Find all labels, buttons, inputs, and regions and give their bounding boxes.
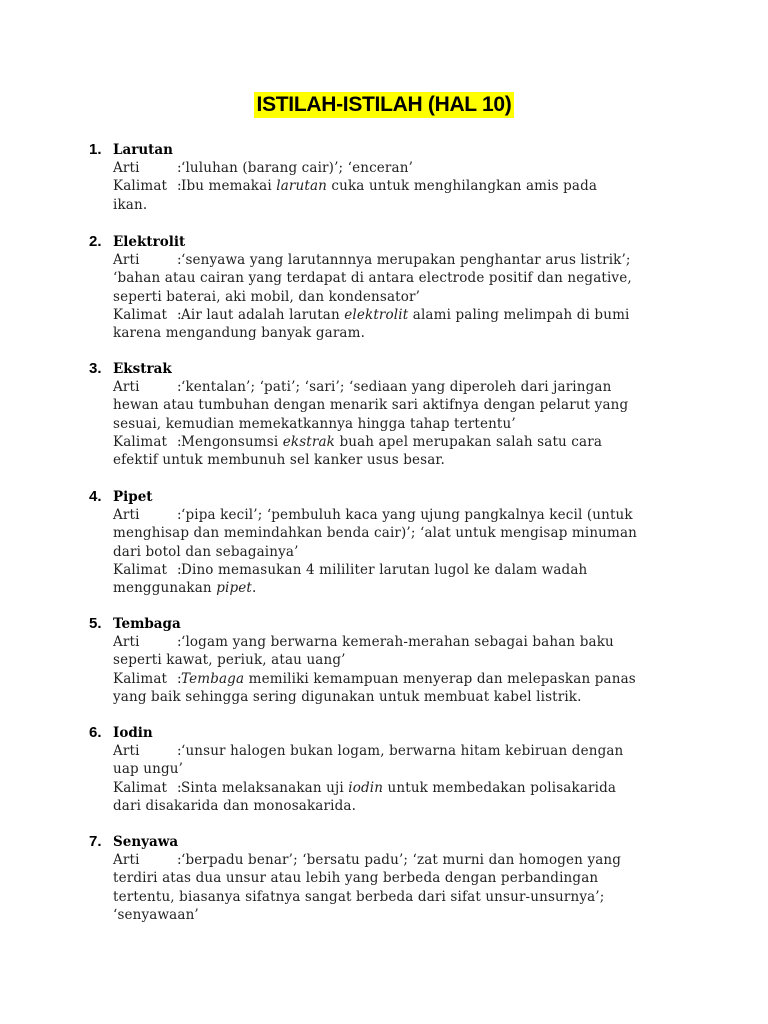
kalimat-text: Dino memasukan 4 mililiter larutan lugol ke dalam wadah <box>181 561 588 578</box>
italic-term: ekstrak <box>282 433 335 450</box>
italic-term: pipet <box>216 580 252 597</box>
colon: : <box>177 507 182 523</box>
kalimat-row <box>113 561 678 598</box>
kalimat-label: Kalimat <box>113 178 168 195</box>
item-number: 2. <box>89 233 102 250</box>
arti-label: Arti <box>113 379 140 395</box>
kalimat-continuation: ikan. <box>113 196 148 213</box>
kalimat-label: Kalimat <box>113 433 168 450</box>
arti-label: Arti <box>113 252 140 268</box>
kalimat-text: Ibu memakai larutan cuka untuk menghilangkan amis pada <box>181 178 598 195</box>
kalimat-row <box>113 779 678 816</box>
colon: : <box>177 779 182 796</box>
item-number: 5. <box>89 615 102 632</box>
arti-row <box>113 251 678 306</box>
kalimat-label: Kalimat <box>113 670 168 687</box>
italic-term: elektrolit <box>344 306 409 323</box>
colon: : <box>177 561 182 578</box>
item-term: Tembaga <box>113 616 181 632</box>
arti-text: ‘senyawa yang larutannnya merupakan penghantar arus listrik’; <box>181 252 631 268</box>
arti-row <box>113 851 678 924</box>
item-number: 3. <box>89 360 102 377</box>
colon: : <box>177 433 182 450</box>
arti-row <box>113 159 678 177</box>
arti-label: Arti <box>113 852 140 868</box>
kalimat-row <box>113 670 678 707</box>
arti-continuation: uap ungu’ <box>113 761 184 778</box>
arti-continuation: ‘senyawaan’ <box>113 906 199 923</box>
arti-label: Arti <box>113 507 140 523</box>
item-number: 1. <box>89 141 102 158</box>
kalimat-continuation: menggunakan pipet. <box>113 580 257 597</box>
item-body <box>113 159 678 214</box>
item-number: 6. <box>89 724 102 741</box>
title-container <box>0 92 768 118</box>
arti-row <box>113 506 678 561</box>
arti-row <box>113 633 678 670</box>
item-body <box>113 633 678 706</box>
item-term: Elektrolit <box>113 234 186 250</box>
page-title: ISTILAH-ISTILAH (HAL 10) <box>254 92 515 118</box>
arti-text: ‘luluhan (barang cair)’; ‘enceran’ <box>181 160 414 176</box>
arti-continuation: sesuai, kemudian memekatkannya hingga tahap tertentu’ <box>113 415 516 432</box>
kalimat-text: Sinta melaksanakan uji iodin untuk membedakan polisakarida <box>181 779 617 796</box>
kalimat-label: Kalimat <box>113 306 168 323</box>
item-body <box>113 251 678 342</box>
item-term: Iodin <box>113 725 153 741</box>
kalimat-text: Tembaga memiliki kemampuan menyerap dan melepaskan panas <box>181 670 636 687</box>
kalimat-continuation: karena mengandung banyak garam. <box>113 325 366 342</box>
kalimat-text: Mengonsumsi ekstrak buah apel merupakan salah satu cara <box>181 433 603 450</box>
arti-continuation: tertentu, biasanya sifatnya sangat berbeda dari sifat unsur-unsurnya’; <box>113 888 605 905</box>
arti-text: ‘unsur halogen bukan logam, berwarna hitam kebiruan dengan <box>181 743 624 759</box>
italic-term: Tembaga <box>181 670 245 687</box>
kalimat-label: Kalimat <box>113 779 168 796</box>
item-term: Ekstrak <box>113 361 172 377</box>
kalimat-text: Air laut adalah larutan elektrolit alami paling melimpah di bumi <box>181 306 630 323</box>
kalimat-continuation: efektif untuk membunuh sel kanker usus besar. <box>113 452 445 469</box>
kalimat-continuation: dari disakarida dan monosakarida. <box>113 797 357 814</box>
arti-continuation: ‘bahan atau cairan yang terdapat di antara electrode positif dan negative, <box>113 270 632 287</box>
arti-label: Arti <box>113 160 140 176</box>
colon: : <box>177 178 182 195</box>
arti-continuation: dari botol dan sebagainya’ <box>113 543 299 560</box>
item-number: 4. <box>89 488 102 505</box>
item-term: Larutan <box>113 142 173 158</box>
arti-row <box>113 378 678 433</box>
kalimat-row <box>113 433 678 470</box>
arti-text: ‘pipa kecil’; ‘pembuluh kaca yang ujung pangkalnya kecil (untuk <box>181 507 633 523</box>
kalimat-label: Kalimat <box>113 561 168 578</box>
colon: : <box>177 306 182 323</box>
kalimat-row <box>113 306 678 343</box>
item-body <box>113 742 678 815</box>
colon: : <box>177 379 182 395</box>
kalimat-row <box>113 177 678 214</box>
colon: : <box>177 852 182 868</box>
arti-text: ‘kentalan’; ‘pati’; ‘sari’; ‘sediaan yang diperoleh dari jaringan <box>181 379 612 395</box>
italic-term: iodin <box>348 779 384 796</box>
colon: : <box>177 670 182 687</box>
item-number: 7. <box>89 833 102 850</box>
item-term: Pipet <box>113 489 153 505</box>
item-body <box>113 378 678 469</box>
arti-text: ‘logam yang berwarna kemerah-merahan sebagai bahan baku <box>181 634 614 650</box>
item-body <box>113 851 678 924</box>
arti-label: Arti <box>113 743 140 759</box>
arti-text: ‘berpadu benar’; ‘bersatu padu’; ‘zat murni dan homogen yang <box>181 852 622 868</box>
arti-label: Arti <box>113 634 140 650</box>
colon: : <box>177 743 182 759</box>
colon: : <box>177 252 182 268</box>
kalimat-continuation: yang baik sehingga sering digunakan untuk membuat kabel listrik. <box>113 688 582 705</box>
colon: : <box>177 160 182 176</box>
arti-continuation: seperti kawat, periuk, atau uang’ <box>113 652 346 669</box>
arti-continuation: seperti baterai, aki mobil, dan kondensator’ <box>113 288 421 305</box>
arti-continuation: menghisap dan memindahkan benda cair)’; ‘alat untuk mengisap minuman <box>113 525 638 542</box>
arti-continuation: hewan atau tumbuhan dengan menarik sari aktifnya dengan pelarut yang <box>113 397 629 414</box>
arti-continuation: terdiri atas dua unsur atau lebih yang berbeda dengan perbandingan <box>113 870 599 887</box>
colon: : <box>177 634 182 650</box>
italic-term: larutan <box>276 178 327 195</box>
arti-row <box>113 742 678 779</box>
item-body <box>113 506 678 597</box>
item-term: Senyawa <box>113 834 179 850</box>
